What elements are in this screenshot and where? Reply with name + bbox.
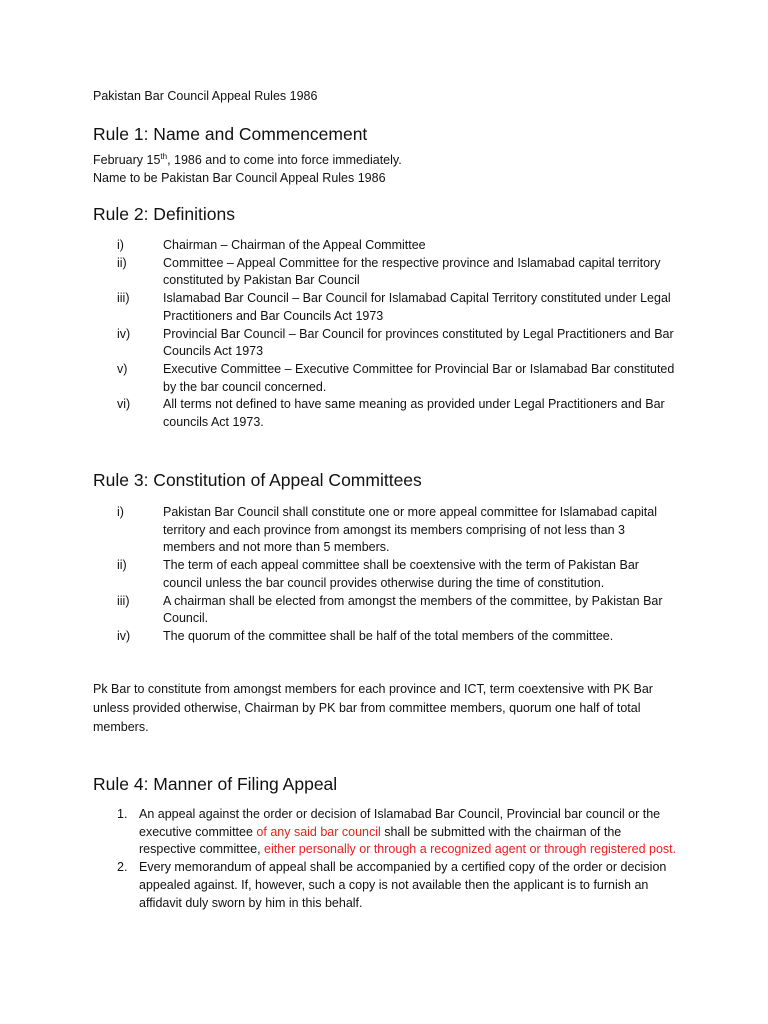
rule1-heading: Rule 1: Name and Commencement [93, 124, 368, 144]
item-number: 1. [117, 807, 128, 821]
rule2-heading: Rule 2: Definitions [93, 204, 236, 224]
item-text: The quorum of the committee shall be half of the total members of the committee. [163, 628, 614, 643]
rule1-line1 [93, 148, 402, 169]
item-text: Islamabad Bar Council – Bar Council for Islamabad Capital Territory constituted under Legal Practitioners and Bar Councils Act 1973 [163, 291, 671, 323]
list-item [117, 396, 677, 431]
list-item [117, 255, 677, 290]
item-number: ii) [117, 255, 127, 270]
rule2-definitions-list [117, 237, 677, 432]
list-item [117, 557, 677, 592]
rule3-constitution-list [117, 504, 677, 646]
item-text [139, 806, 679, 859]
item-number: vi) [117, 397, 131, 412]
item-number: iv) [117, 326, 131, 341]
rule1-body [93, 148, 402, 187]
item-text: Provincial Bar Council – Bar Council for provinces constituted by Legal Practitioners and Bar Councils Act 1973 [163, 326, 674, 359]
rule4-filing-list [117, 806, 679, 912]
list-item [117, 361, 677, 396]
list-item [117, 806, 679, 859]
item-text: Executive Committee – Executive Committee for Provincial Bar or Islamabad Bar constituted by the bar council concerned. [163, 361, 675, 394]
item-text: Chairman – Chairman of the Appeal Committee [163, 238, 426, 252]
item-number: i) [117, 505, 124, 519]
document-title: Pakistan Bar Council Appeal Rules 1986 [93, 89, 318, 103]
item1-highlight-2: either personally or through a recognized agent or through registered post. [264, 842, 677, 857]
item-text: Every memorandum of appeal shall be accompanied by a certified copy of the order or decision appealed against. If, however, such a copy is not available then the applicant is to furnish an affidavit duly sworn by him in this behalf. [139, 860, 667, 910]
rule3-summary: Pk Bar to constitute from amongst members for each province and ICT, term coextensive with PK Bar unless provided otherwise, Chairman by PK bar from committee members, quorum one half of total members. [93, 682, 653, 734]
rule3-heading: Rule 3: Constitution of Appeal Committees [93, 470, 422, 490]
list-item [117, 628, 677, 646]
rule1-line1-rest: , 1986 and to come into force immediately. [167, 153, 402, 168]
item-text: A chairman shall be elected from amongst the members of the committee, by Pakistan Bar Council. [163, 593, 663, 626]
item1-highlight-1: of any said bar council [256, 824, 381, 839]
item-number: 2. [117, 860, 128, 875]
item1-text-part1: An appeal against the order or decision of Islamabad Bar Council, Provincial bar council or the executive committee [139, 807, 661, 839]
rule1-date-suffix: th [160, 152, 168, 161]
rule1-line2: Name to be Pakistan Bar Council Appeal Rules 1986 [93, 171, 386, 186]
list-item [117, 593, 677, 628]
item-number: v) [117, 361, 128, 376]
item-number: iii) [117, 291, 130, 306]
list-item [117, 859, 679, 912]
item-text: The term of each appeal committee shall be coextensive with the term of Pakistan Bar council unless the bar council provides otherwise during the time of constitution. [163, 558, 639, 590]
item-number: i) [117, 238, 124, 252]
list-item [117, 326, 677, 361]
list-item [117, 237, 677, 255]
item-number: iv) [117, 628, 131, 643]
list-item [117, 290, 677, 325]
item1-text-part3: shall be submitted with the chairman of the respective committee, [139, 824, 622, 857]
list-item [117, 504, 677, 557]
rule4-heading: Rule 4: Manner of Filing Appeal [93, 774, 338, 794]
item-text: Pakistan Bar Council shall constitute one or more appeal committee for Islamabad capital territory and each province from amongst its members comprising of not less than 3 members and not more than 5 members. [163, 505, 658, 555]
item-number: ii) [117, 558, 127, 573]
rule1-date: February 15 [93, 153, 161, 168]
item-text: All terms not defined to have same meaning as provided under Legal Practitioners and Bar councils Act 1973. [163, 397, 665, 430]
item-text: Committee – Appeal Committee for the respective province and Islamabad capital territory constituted by Pakistan Bar Council [163, 255, 661, 288]
item-number: iii) [117, 593, 130, 608]
